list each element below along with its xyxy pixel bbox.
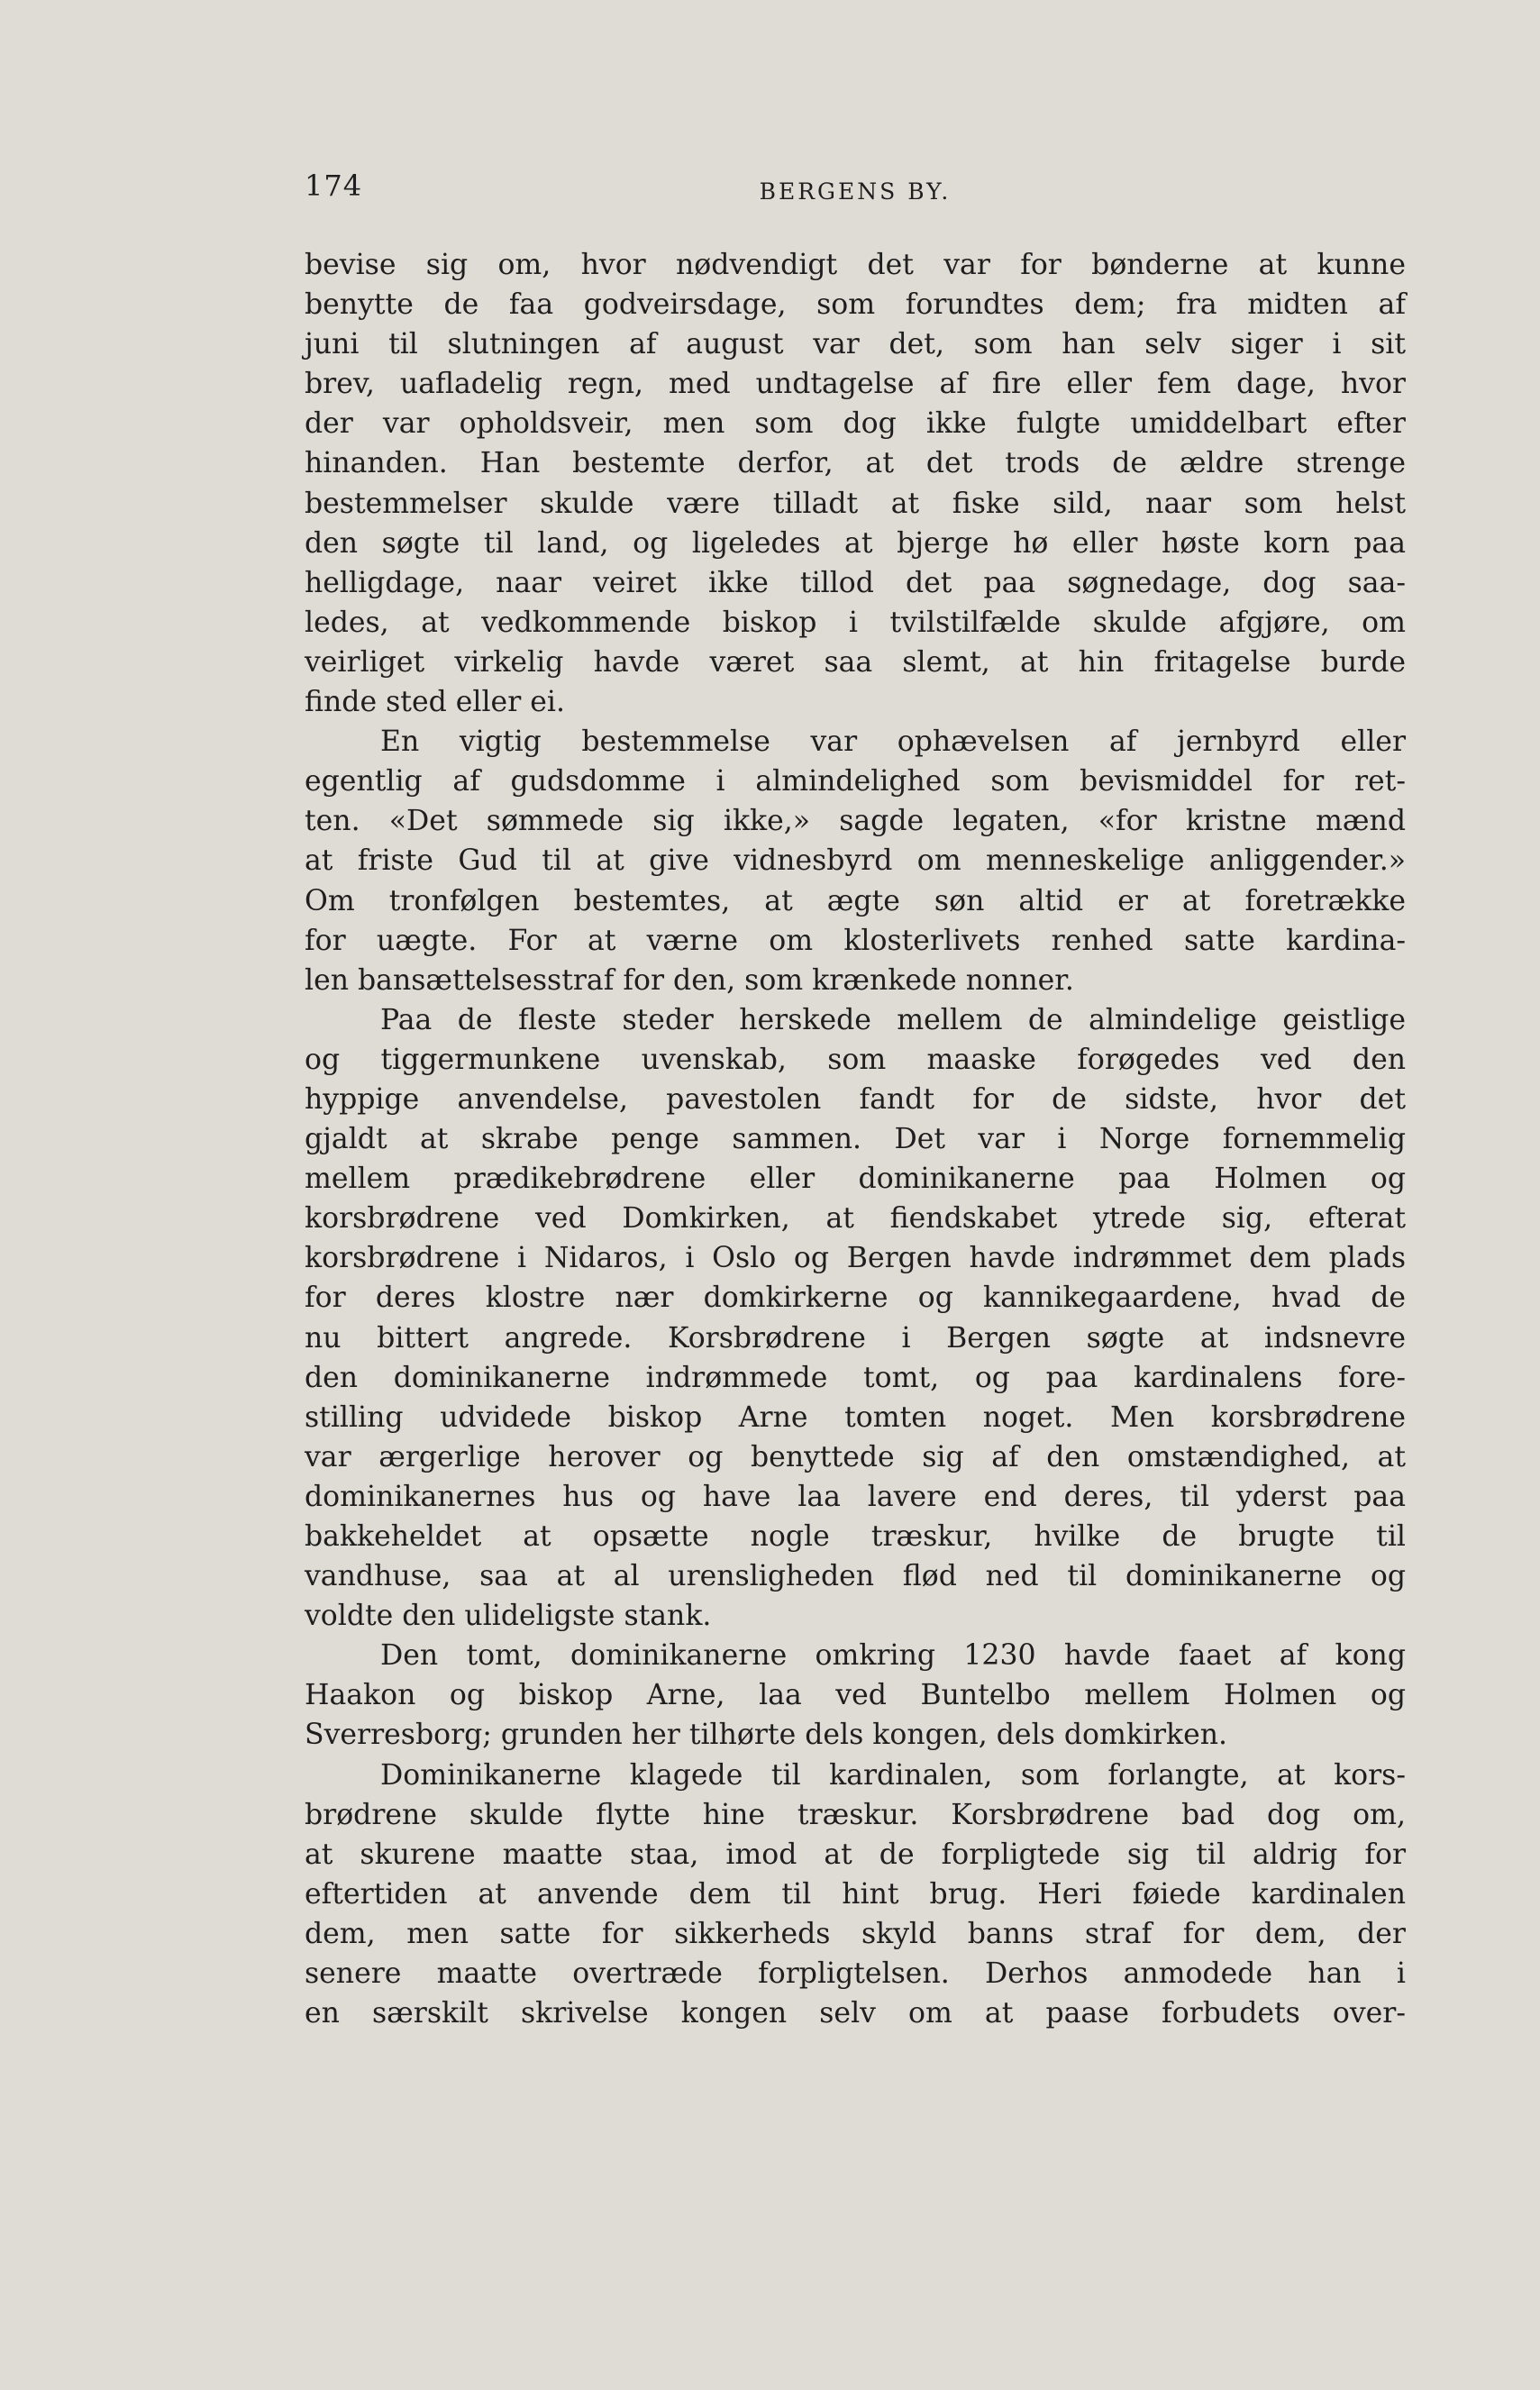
text-line: for deres klostre nær domkirkerne og kannikegaardene, hvad de <box>305 1282 1406 1315</box>
page-number: 174 <box>305 169 363 203</box>
text-line: nu bittert angrede. Korsbrødrene i Bergen søgte at indsnevre <box>305 1321 1406 1355</box>
text-line: hinanden. Han bestemte derfor, at det trods de ældre strenge <box>305 447 1406 480</box>
text-line: brødrene skulde flytte hine træskur. Korsbrødrene bad dog om, <box>305 1798 1406 1831</box>
text-line: egentlig af gudsdomme i almindelighed som bevismiddel for ret- <box>305 765 1406 798</box>
text-line: brev, uafladelig regn, med undtagelse af fire eller fem dage, hvor <box>305 368 1406 401</box>
text-line: len bansættelsesstraf for den, som krænkede nonner. <box>305 963 1074 997</box>
text-line: dominikanernes hus og have laa lavere end deres, til yderst paa <box>305 1480 1406 1513</box>
text-line: finde sted eller ei. <box>305 686 565 719</box>
text-line: voldte den ulideligste stank. <box>305 1600 712 1633</box>
running-title: BERGENS BY. <box>759 178 952 205</box>
text-line: var ærgerlige herover og benyttede sig af den omstændighed, at <box>305 1440 1406 1473</box>
text-line: Haakon og biskop Arne, laa ved Buntelbo mellem Holmen og <box>305 1679 1406 1712</box>
text-line: og tiggermunkene uvenskab, som maaske forøgedes ved den <box>305 1043 1406 1076</box>
text-line: Dominikanerne klagede til kardinalen, som forlangte, at kors- <box>380 1758 1406 1792</box>
text-line: at skurene maatte staa, imod at de forpligtede sig til aldrig for <box>305 1838 1406 1871</box>
text-line: dem, men satte for sikkerheds skyld banns straf for dem, der <box>305 1917 1406 1950</box>
text-line: gjaldt at skrabe penge sammen. Det var i Norge fornemmelig <box>305 1123 1406 1156</box>
text-line: stilling udvidede biskop Arne tomten noget. Men korsbrødrene <box>305 1400 1406 1434</box>
text-line: at friste Gud til at give vidnesbyrd om menneskelige anliggender.» <box>305 844 1406 878</box>
text-line: En vigtig bestemmelse var ophævelsen af jernbyrd eller <box>380 725 1406 759</box>
body-text <box>305 245 1406 2033</box>
text-line: bakkeheldet at opsætte nogle træskur, hvilke de brugte til <box>305 1520 1406 1553</box>
text-line: helligdage, naar veiret ikke tillod det paa søgnedage, dog saa- <box>305 566 1406 599</box>
text-line: benytte de faa godveirsdage, som forundtes dem; fra midten af <box>305 288 1406 322</box>
text-line: senere maatte overtræde forpligtelsen. Derhos anmodede han i <box>305 1957 1406 1991</box>
text-line: vandhuse, saa at al urensligheden flød ned til dominikanerne og <box>305 1560 1406 1593</box>
text-line: mellem prædikebrødrene eller dominikanerne paa Holmen og <box>305 1163 1406 1196</box>
text-line: korsbrødrene ved Domkirken, at fiendskabet ytrede sig, efterat <box>305 1202 1406 1236</box>
text-line: korsbrødrene i Nidaros, i Oslo og Bergen havde indrømmet dem plads <box>305 1242 1406 1275</box>
text-line: en særskilt skrivelse kongen selv om at paase forbudets over- <box>305 1997 1406 2030</box>
text-line: Sverresborg; grunden her tilhørte dels kongen, dels domkirken. <box>305 1719 1228 1752</box>
text-line: for uægte. For at værne om klosterlivets renhed satte kardina- <box>305 924 1406 957</box>
page-header <box>305 168 1406 213</box>
text-line: Om tronfølgen bestemtes, at ægte søn altid er at foretrække <box>305 884 1406 917</box>
text-line: ten. «Det sømmede sig ikke,» sagde legaten, «for kristne mænd <box>305 805 1406 838</box>
text-line: der var opholdsveir, men som dog ikke fulgte umiddelbart efter <box>305 407 1406 441</box>
text-line: veirliget virkelig havde været saa slemt, at hin fritagelse burde <box>305 645 1406 679</box>
text-line: hyppige anvendelse, pavestolen fandt for de sidste, hvor det <box>305 1082 1406 1116</box>
text-line: eftertiden at anvende dem til hint brug. Heri føiede kardinalen <box>305 1877 1406 1911</box>
text-line: juni til slutningen af august var det, som han selv siger i sit <box>305 328 1406 361</box>
text-line: ledes, at vedkommende biskop i tvilstilfælde skulde afgjøre, om <box>305 606 1406 639</box>
text-line: den dominikanerne indrømmede tomt, og paa kardinalens fore- <box>305 1361 1406 1394</box>
text-line: Den tomt, dominikanerne omkring 1230 havde faaet af kong <box>380 1639 1406 1673</box>
text-line: bevise sig om, hvor nødvendigt det var for bønderne at kunne <box>305 249 1406 281</box>
text-line: bestemmelser skulde være tilladt at fiske sild, naar som helst <box>305 487 1406 520</box>
text-line: den søgte til land, og ligeledes at bjerge hø eller høste korn paa <box>305 526 1406 560</box>
text-line: Paa de fleste steder herskede mellem de almindelige geistlige <box>380 1003 1406 1036</box>
